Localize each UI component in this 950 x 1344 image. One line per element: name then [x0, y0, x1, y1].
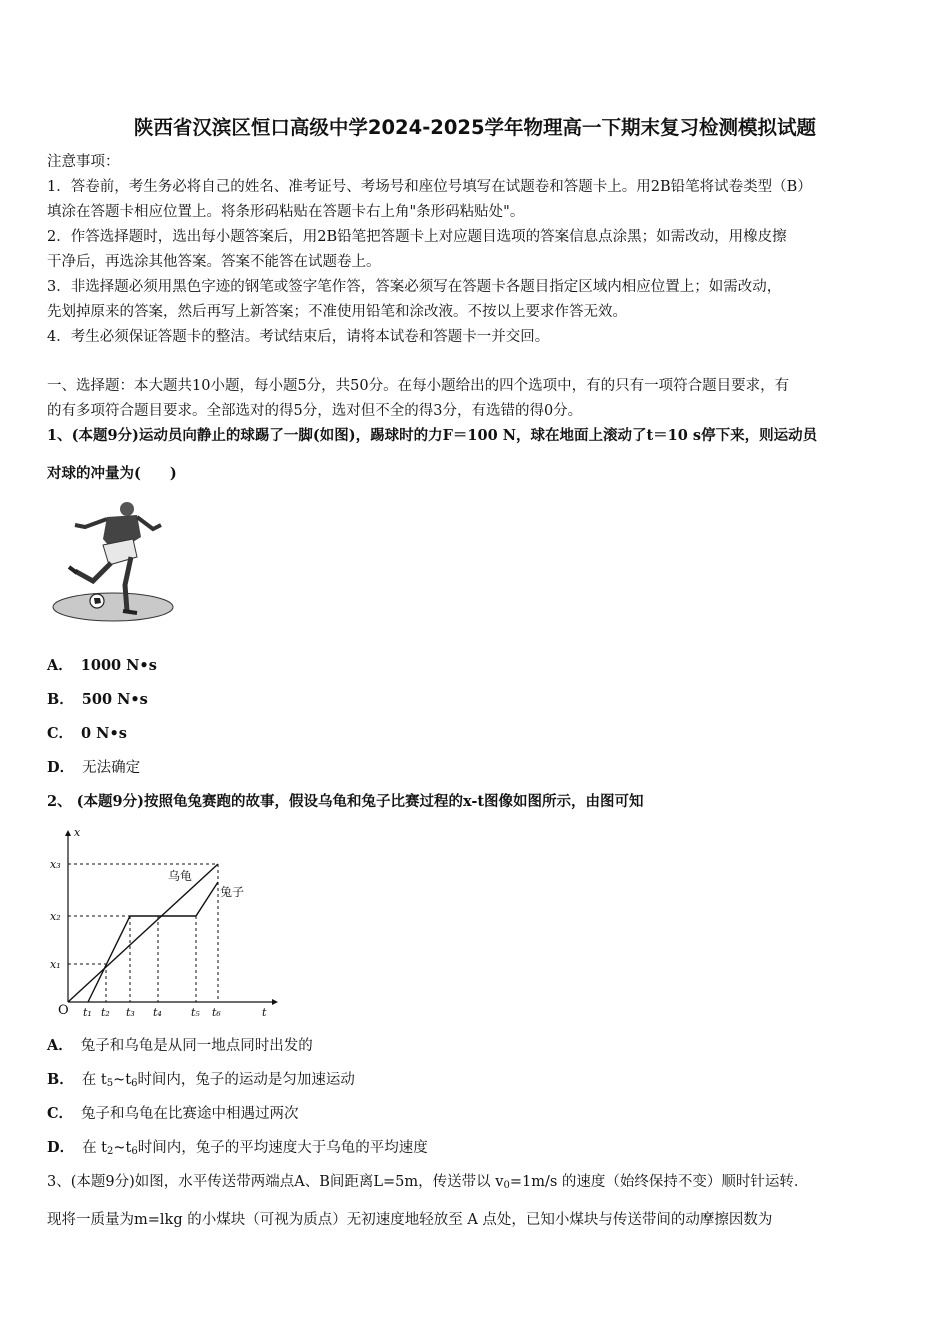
rabbit-label: 兔子: [220, 885, 245, 899]
q2-option-d-sub1: 2: [107, 1146, 114, 1157]
t-tick-2: t₂: [101, 1006, 110, 1019]
question-1-stem-cont: 对球的冲量为( ): [47, 465, 177, 482]
notice-item-3: 3．非选择题必须用黑色字迹的钢笔或签字笔作答，答案必须写在答题卡各题目指定区域内相应位置上；如需改动，: [47, 279, 782, 295]
t-tick-6: t₆: [212, 1006, 221, 1019]
question-2-stem-text: 2、 (本题9分)按照龟兔赛跑的故事，假设乌龟和兔子比赛过程的x-t图像如图所示，由图可知: [47, 793, 644, 810]
q1-option-d-text: 无法确定: [82, 760, 141, 776]
question-3-stem-post: =1m/s 的速度（始终保持不变）顺时针运转．: [509, 1174, 809, 1190]
q1-option-c-label: C．: [47, 725, 74, 742]
t-tick-1: t₁: [83, 1006, 92, 1019]
q1-option-b-label: B．: [47, 691, 74, 708]
q1-option-d[interactable]: [47, 758, 140, 778]
q2-option-c[interactable]: [47, 1104, 299, 1124]
q1-option-c[interactable]: [47, 724, 127, 744]
q2-option-b-pre: 在 t: [81, 1072, 107, 1088]
q2-option-c-text: 兔子和乌龟在比赛途中相遇过两次: [81, 1106, 299, 1122]
x-axis-label: x: [74, 826, 81, 839]
q2-option-d[interactable]: [47, 1138, 428, 1162]
section-heading-cont: 的有多项符合题目要求。全部选对的得5分，选对但不全的得3分，有选错的得0分。: [47, 403, 583, 419]
q2-option-a-text: 兔子和乌龟是从同一地点同时出发的: [80, 1038, 313, 1054]
soccer-player-figure: [45, 495, 175, 635]
tortoise-label: 乌龟: [168, 869, 193, 883]
q1-option-a-text: 1000 N•s: [80, 657, 157, 674]
xt-graph: [40, 822, 290, 1020]
y-tick-x2: x₂: [50, 910, 61, 923]
section-heading: 一、选择题：本大题共10小题，每小题5分，共50分。在每小题给出的四个选项中，有的只有一项符合题目要求，有: [47, 378, 790, 394]
question-1-stem: 1、(本题9分)运动员向静止的球踢了一脚(如图)，踢球时的力F＝100 N，球在地面上滚动了t＝10 s停下来，则运动员: [47, 427, 818, 444]
y-tick-x1: x₁: [50, 958, 61, 971]
q2-option-b-sub1: 5: [106, 1078, 114, 1089]
rabbit-line: [88, 882, 218, 1002]
q1-option-a-label: A．: [47, 657, 73, 674]
q2-option-b-post: 时间内，兔子的运动是匀加速运动: [137, 1072, 355, 1088]
y-tick-x3: x₃: [50, 858, 61, 871]
q2-option-b[interactable]: [47, 1070, 355, 1094]
q2-option-d-pre: 在 t: [82, 1140, 108, 1156]
q2-option-c-label: C．: [47, 1105, 74, 1122]
q2-option-d-mid: ~t: [113, 1140, 132, 1156]
question-2-stem: [47, 792, 644, 812]
notice-item-2-cont: 干净后，再选涂其他答案。答案不能答在试题卷上。: [47, 254, 381, 270]
q2-option-b-mid: ~t: [113, 1072, 132, 1088]
notice-item-4: 4．考生必须保证答题卡的整洁。考试结束后，请将本试卷和答题卡一并交回。: [47, 329, 550, 345]
question-3-stem-cont: 现将一质量为m=lkg 的小煤块（可视为质点）无初速度地轻放至 A 点处，已知小煤块与传送带间的动摩擦因数为: [47, 1212, 773, 1228]
t-axis-arrow: [272, 999, 278, 1005]
notice-item-2: 2．作答选择题时，选出每小题答案后，用2B铅笔把答题卡上对应题目选项的答案信息点涂黑；如需改动，用橡皮擦: [47, 229, 787, 245]
q2-option-a[interactable]: [47, 1036, 313, 1056]
tortoise-line: [68, 864, 218, 1002]
q2-option-d-label: D．: [47, 1139, 75, 1156]
q2-option-d-post: 时间内，兔子的平均速度大于乌龟的平均速度: [137, 1140, 428, 1156]
notice-item-3-cont: 先划掉原来的答案，然后再写上新答案；不准使用铅笔和涂改液。不按以上要求作答无效。: [47, 304, 627, 320]
q1-option-b[interactable]: [47, 690, 148, 710]
question-3-stem-pre: 3、(本题9分)如图，水平传送带两端点A、B间距离L=5m，传送带以 v: [47, 1174, 504, 1190]
x-axis-arrow: [65, 830, 71, 836]
t-tick-4: t₄: [153, 1006, 162, 1019]
q2-option-b-sub2: 6: [131, 1078, 138, 1089]
q1-option-c-text: 0 N•s: [81, 725, 127, 742]
t-tick-3: t₃: [126, 1006, 135, 1019]
q2-option-d-sub2: 6: [131, 1146, 138, 1157]
notice-heading: 注意事项：: [47, 154, 120, 170]
notice-item-1-cont: 填涂在答题卡相应位置上。将条形码粘贴在答题卡右上角"条形码粘贴处"。: [47, 204, 525, 220]
q1-option-b-text: 500 N•s: [81, 691, 148, 708]
q2-option-a-label: A．: [47, 1037, 73, 1054]
origin-label: O: [58, 1003, 69, 1018]
q1-option-d-label: D．: [47, 759, 75, 776]
question-3-stem-sub: 0: [503, 1180, 510, 1191]
exam-title: 陕西省汉滨区恒口高级中学2024-2025学年物理高一下期末复习检测模拟试题: [133, 116, 817, 139]
q2-option-b-label: B．: [47, 1071, 74, 1088]
question-3-stem: [47, 1172, 808, 1196]
t-tick-5: t₅: [191, 1006, 200, 1019]
q1-option-a[interactable]: [47, 656, 157, 676]
t-axis-label: t: [262, 1006, 267, 1019]
notice-item-1: 1．答卷前，考生务必将自己的姓名、准考证号、考场号和座位号填写在试题卷和答题卡上。用2B铅笔将试卷类型（B）: [47, 179, 812, 195]
